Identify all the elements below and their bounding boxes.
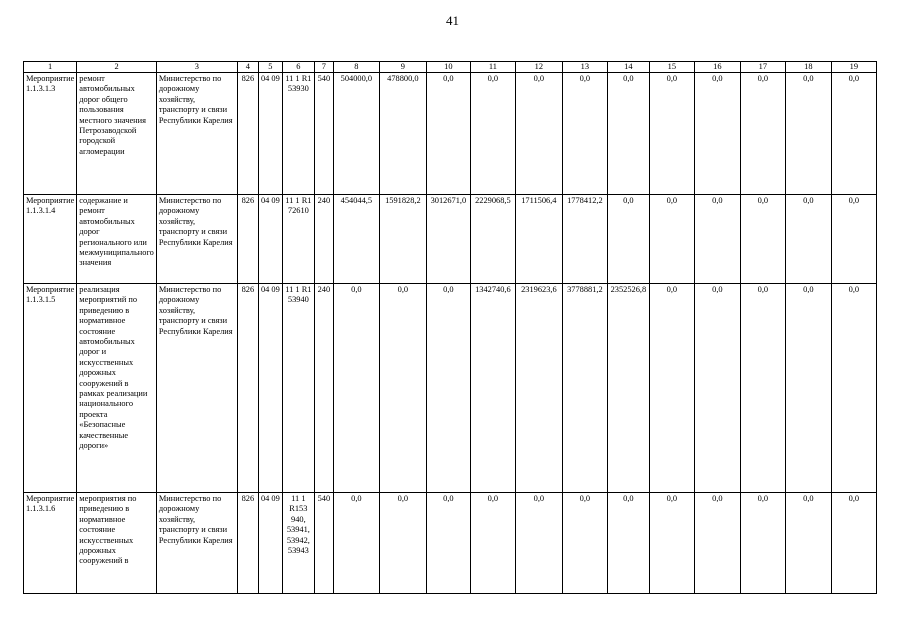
column-header: 6 — [282, 62, 314, 73]
measure-name: мероприятия по приведению в нормативное состояние искусственных дорожных сооружений в — [77, 493, 157, 594]
column-header: 12 — [515, 62, 562, 73]
value-cell: 0,0 — [785, 73, 831, 195]
value-cell: 0,0 — [515, 73, 562, 195]
value-cell: 0,0 — [649, 73, 694, 195]
column-header: 18 — [785, 62, 831, 73]
column-header: 4 — [237, 62, 258, 73]
value-cell: 0,0 — [470, 493, 515, 594]
code-cell: 11 1 R153 940, 53941, 53942, 53943 — [282, 493, 314, 594]
value-cell: 0,0 — [694, 73, 740, 195]
value-cell: 0,0 — [649, 284, 694, 493]
value-cell: 0,0 — [831, 195, 876, 284]
code-cell: 04 09 — [258, 284, 282, 493]
value-cell: 0,0 — [562, 493, 607, 594]
code-cell: 04 09 — [258, 73, 282, 195]
value-cell: 0,0 — [694, 195, 740, 284]
column-header: 8 — [333, 62, 379, 73]
column-header: 16 — [694, 62, 740, 73]
value-cell: 3012671,0 — [426, 195, 470, 284]
column-header: 17 — [740, 62, 785, 73]
column-header: 19 — [831, 62, 876, 73]
value-cell: 0,0 — [649, 195, 694, 284]
value-cell: 0,0 — [694, 493, 740, 594]
value-cell: 1591828,2 — [379, 195, 426, 284]
code-cell: 826 — [237, 284, 258, 493]
value-cell: 0,0 — [426, 73, 470, 195]
value-cell: 2319623,6 — [515, 284, 562, 493]
value-cell: 0,0 — [785, 493, 831, 594]
value-cell: 0,0 — [740, 73, 785, 195]
value-cell: 454044,5 — [333, 195, 379, 284]
code-cell: 540 — [314, 73, 333, 195]
value-cell: 0,0 — [740, 284, 785, 493]
value-cell: 0,0 — [426, 284, 470, 493]
column-header: 11 — [470, 62, 515, 73]
column-header: 13 — [562, 62, 607, 73]
value-cell: 0,0 — [515, 493, 562, 594]
column-header: 5 — [258, 62, 282, 73]
value-cell: 1778412,2 — [562, 195, 607, 284]
measure-id: Мероприятие 1.1.3.1.5 — [24, 284, 77, 493]
value-cell: 0,0 — [379, 284, 426, 493]
value-cell: 0,0 — [740, 195, 785, 284]
executor: Министерство по дорожному хозяйству, транспорту и связи Республики Карелия — [156, 73, 237, 195]
code-cell: 11 1 R1 72610 — [282, 195, 314, 284]
measure-id: Мероприятие 1.1.3.1.6 — [24, 493, 77, 594]
code-cell: 11 1 R1 53940 — [282, 284, 314, 493]
header-row — [24, 62, 877, 73]
value-cell: 0,0 — [831, 493, 876, 594]
value-cell: 2229068,5 — [470, 195, 515, 284]
value-cell: 0,0 — [426, 493, 470, 594]
value-cell: 0,0 — [607, 195, 649, 284]
executor: Министерство по дорожному хозяйству, транспорту и связи Республики Карелия — [156, 493, 237, 594]
column-header: 15 — [649, 62, 694, 73]
column-header: 14 — [607, 62, 649, 73]
value-cell: 1342740,6 — [470, 284, 515, 493]
column-header: 3 — [156, 62, 237, 73]
table-row — [24, 195, 877, 284]
budget-table — [23, 61, 877, 594]
measure-name: реализация мероприятий по приведению в нормативное состояние автомобильных дорог и искусственных дорожных сооружений в рамках реализации национального проекта «Безопасные качественные дороги» — [77, 284, 157, 493]
value-cell: 0,0 — [740, 493, 785, 594]
code-cell: 540 — [314, 493, 333, 594]
value-cell: 504000,0 — [333, 73, 379, 195]
measure-id: Мероприятие 1.1.3.1.3 — [24, 73, 77, 195]
code-cell: 04 09 — [258, 493, 282, 594]
value-cell: 0,0 — [562, 73, 607, 195]
value-cell: 3778881,2 — [562, 284, 607, 493]
page-number: 41 — [446, 13, 459, 28]
value-cell: 0,0 — [831, 73, 876, 195]
code-cell: 240 — [314, 284, 333, 493]
value-cell: 478800,0 — [379, 73, 426, 195]
column-header: 9 — [379, 62, 426, 73]
executor: Министерство по дорожному хозяйству, транспорту и связи Республики Карелия — [156, 284, 237, 493]
code-cell: 826 — [237, 493, 258, 594]
value-cell: 0,0 — [470, 73, 515, 195]
value-cell: 0,0 — [785, 195, 831, 284]
table-row — [24, 284, 877, 493]
value-cell: 0,0 — [333, 493, 379, 594]
table-row — [24, 493, 877, 594]
code-cell: 11 1 R1 53930 — [282, 73, 314, 195]
column-header: 2 — [77, 62, 157, 73]
measure-id: Мероприятие 1.1.3.1.4 — [24, 195, 77, 284]
measure-name: ремонт автомобильных дорог общего пользования местного значения Петрозаводской городской агломерации — [77, 73, 157, 195]
value-cell: 0,0 — [831, 284, 876, 493]
value-cell: 0,0 — [607, 73, 649, 195]
code-cell: 826 — [237, 73, 258, 195]
code-cell: 240 — [314, 195, 333, 284]
column-header: 10 — [426, 62, 470, 73]
measure-name: содержание и ремонт автомобильных дорог регионального или межмуниципального значения — [77, 195, 157, 284]
value-cell: 0,0 — [379, 493, 426, 594]
value-cell: 0,0 — [694, 284, 740, 493]
column-header: 7 — [314, 62, 333, 73]
value-cell: 2352526,8 — [607, 284, 649, 493]
value-cell: 0,0 — [649, 493, 694, 594]
code-cell: 04 09 — [258, 195, 282, 284]
executor: Министерство по дорожному хозяйству, транспорту и связи Республики Карелия — [156, 195, 237, 284]
value-cell: 0,0 — [333, 284, 379, 493]
value-cell: 1711506,4 — [515, 195, 562, 284]
value-cell: 0,0 — [785, 284, 831, 493]
value-cell: 0,0 — [607, 493, 649, 594]
table-row — [24, 73, 877, 195]
column-header: 1 — [24, 62, 77, 73]
code-cell: 826 — [237, 195, 258, 284]
